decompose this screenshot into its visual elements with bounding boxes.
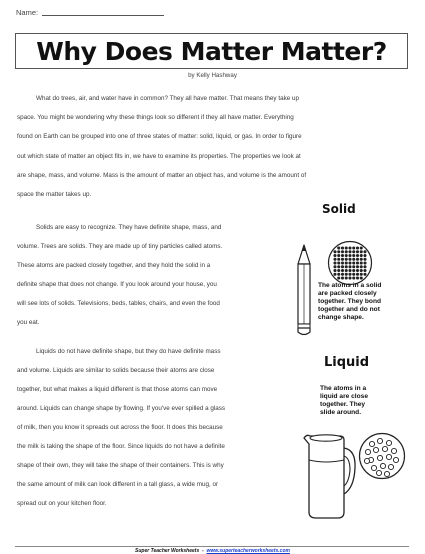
pencil-illustration bbox=[296, 244, 312, 336]
intro-line: What do trees, air, and water have in common? They all have matter. That means they take up bbox=[36, 95, 299, 102]
solid-caption: The atoms in a solid are packed closely together. They bond together and do not change shape. bbox=[318, 282, 382, 321]
liquid-line: around. Liquids can change shape by flowing. If you've ever spilled a glass bbox=[17, 405, 226, 412]
solid-heading: Solid bbox=[322, 202, 356, 216]
name-field-row bbox=[16, 8, 164, 17]
liquid-line: spread out on your kitchen floor. bbox=[17, 500, 107, 507]
intro-line: are shape, mass, and volume. Mass is the amount of matter an object has, and volume is the amount of bbox=[17, 172, 307, 179]
solid-line: Solids are easy to recognize. They have definite shape, mass, and bbox=[36, 224, 222, 231]
liquid-heading: Liquid bbox=[324, 355, 370, 370]
liquid-line: the milk is taking the shape of the floor. Since liquids do not have a definite bbox=[17, 443, 225, 450]
liquid-atoms-diagram bbox=[358, 432, 406, 480]
byline: by Kelly Hashway bbox=[188, 72, 237, 79]
name-label: Name: bbox=[16, 8, 39, 17]
liquid-line: the same amount of milk can look different in a tall glass, a wide mug, or bbox=[17, 481, 219, 488]
solid-line: will see lots of solids. Televisions, beds, tables, chairs, and even the food bbox=[17, 300, 220, 307]
title-box bbox=[15, 33, 408, 69]
intro-line: found on Earth can be grouped into one of three states of matter: solid, liquid, or gas. In order to figure bbox=[17, 133, 302, 140]
solid-line: These atoms are packed closely together, and they hold the solid in a bbox=[17, 262, 211, 269]
solid-line: you eat. bbox=[17, 319, 40, 326]
intro-line: space the matter takes up. bbox=[17, 191, 92, 198]
liquid-line: Liquids do not have definite shape, but they do have definite mass bbox=[36, 348, 221, 355]
solid-atoms-diagram bbox=[327, 240, 373, 286]
footer-brand: Super Teacher Worksheets bbox=[135, 548, 200, 554]
footer-rule bbox=[15, 546, 409, 547]
page-title: Why Does Matter Matter? bbox=[36, 37, 387, 66]
liquid-line: and volume. Liquids are similar to solids because their atoms are close bbox=[17, 367, 215, 374]
footer-link[interactable]: www.superteacherworksheets.com bbox=[206, 548, 290, 554]
liquid-line: shape of their own, they will take the shape of their containers. This is why bbox=[17, 462, 224, 469]
intro-line: space. You might be wondering why these things look so different if they all have matter. Everything bbox=[17, 114, 294, 121]
liquid-caption: The atoms in a liquid are close together. They slide around. bbox=[320, 385, 369, 416]
pitcher-illustration bbox=[300, 430, 356, 520]
solid-line: volume. Trees are solids. They are made up of tiny particles called atoms. bbox=[17, 243, 223, 250]
name-blank-line[interactable] bbox=[42, 15, 164, 16]
footer-separator: - bbox=[202, 548, 204, 554]
liquid-line: together, but what makes a liquid different is that those atoms can move bbox=[17, 386, 218, 393]
solid-line: definite shape that does not change. If you look around your house, you bbox=[17, 281, 217, 288]
footer bbox=[0, 548, 425, 554]
liquid-line: of milk, then you know it spreads out across the floor. It does this because bbox=[17, 424, 223, 431]
intro-line: out which state of matter an object fits in, we have to examine its properties. The properties we look at bbox=[17, 153, 301, 160]
